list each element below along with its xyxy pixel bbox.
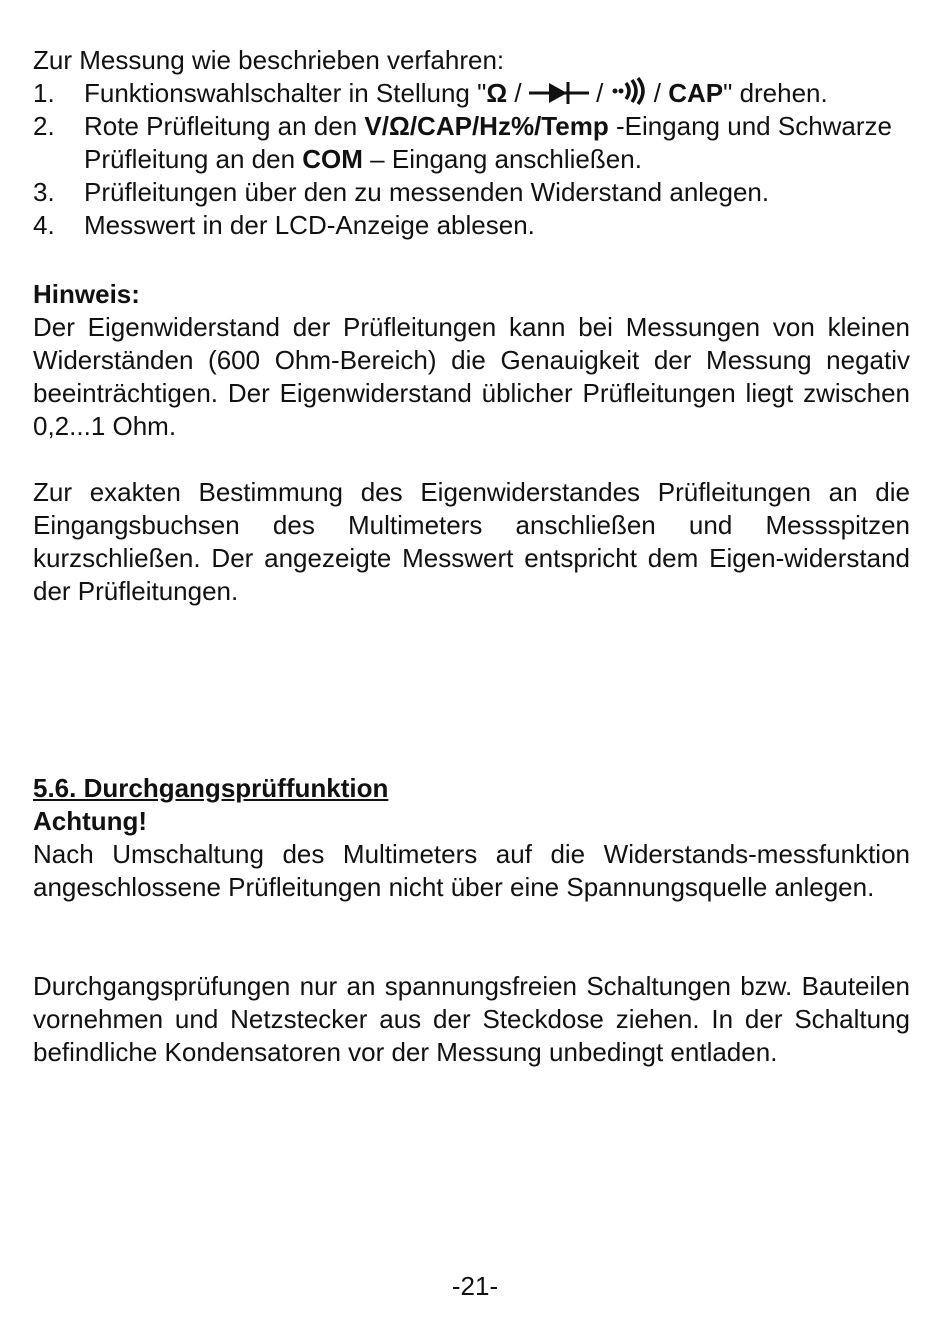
continuity-sound-icon [611,77,647,105]
section-paragraph-2: Durchgangsprüfungen nur an spannungsfreien Schaltungen bzw. Bauteilen vornehmen und Netzstecker aus der Steckdose ziehen. In der Schaltung befindliche Kondensatoren vor der Messung unbedingt entladen. [33,971,910,1067]
section-paragraph-1: Nach Umschaltung des Multimeters auf die Widerstands-messfunktion angeschlossene Prüfleitungen nicht über eine Spannungsquelle anlegen. [33,839,910,902]
com-jack-label: COM [302,144,363,174]
step-number: 4. [33,210,55,240]
intro-text: Zur Messung wie beschrieben verfahren: [33,45,505,75]
note-paragraph-1: Der Eigenwiderstand der Prüfleitungen kann bei Messungen von kleinen Widerständen (600 Ohm-Bereich) die Genauigkeit der Messung negativ beeinträchtigen. Der Eigenwiderstand üblicher Prüfleitungen liegt zwischen 0,2...1 Ohm. [33,312,910,441]
warning-label: Achtung! [33,806,148,836]
step-number: 3. [33,177,55,207]
step-item: 2. Rote Prüfleitung an den V/Ω/CAP/Hz%/Temp -Eingang und Schwarze Prüfleitung an den COM – Eingang anschließen. [33,111,893,174]
note-paragraph-2: Zur exakten Bestimmung des Eigenwiderstandes Prüfleitungen an die Eingangsbuchsen des Multimeters anschließen und Messspitzen kurzschließen. Der angezeigte Messwert entspricht dem Eigen-widerstand der Prüfleitungen. [33,477,910,606]
omega-symbol: Ω [486,78,508,108]
section-title: 5.6. Durchgangsprüffunktion [33,773,389,803]
step-item: 4. Messwert in der LCD-Anzeige ablesen. [33,210,535,240]
step-item: 3. Prüfleitungen über den zu messenden Widerstand anlegen. [33,177,770,207]
steps-list [33,77,910,242]
note-title: Hinweis: [33,279,140,309]
step-number: 1. [33,78,55,108]
step-number: 2. [33,111,55,141]
diode-icon [529,81,589,105]
page-number: -21- [451,1271,499,1301]
step-item: 1. Funktionswahlschalter in Stellung "Ω / / / CAP" drehen. [33,78,828,108]
input-jack-label: V/Ω/CAP/Hz%/Temp [364,111,609,141]
